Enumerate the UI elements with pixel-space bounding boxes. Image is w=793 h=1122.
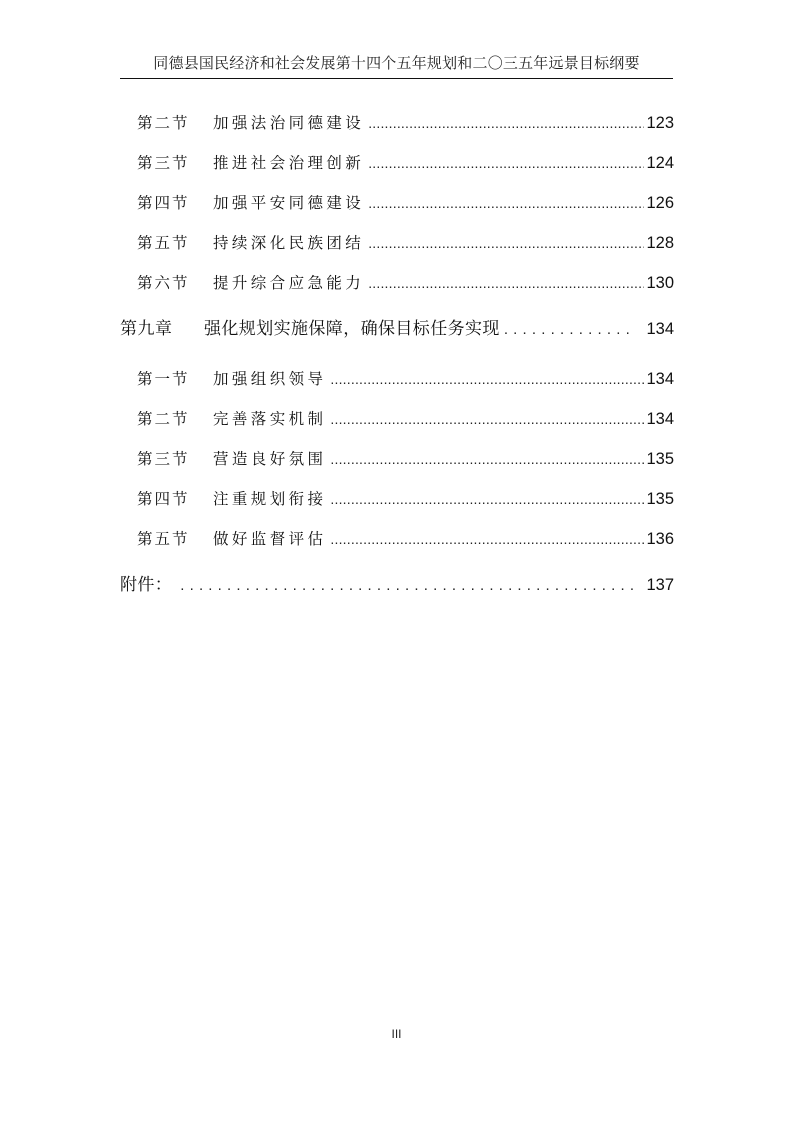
toc-page-number: 123 [646,114,674,132]
toc-page-number: 124 [646,154,674,172]
toc-page-number: 137 [646,576,674,594]
toc-section-number: 第三节 [137,450,190,468]
toc-chapter-number: 第九章 [120,319,173,339]
toc-dot-leader [330,527,644,551]
toc-entry-section[interactable] [137,487,674,511]
toc-dot-leader [330,487,644,511]
toc-section-number: 第二节 [137,410,190,428]
toc-dot-leader [368,151,644,175]
toc-dot-leader [504,318,637,342]
toc-section-title: 做好监督评估 [213,530,327,548]
toc-page-number: 128 [646,234,674,252]
toc-dot-leader [368,111,644,135]
toc-dot-leader [180,574,636,598]
toc-page-number: 135 [646,450,674,468]
toc-dot-leader [368,271,644,295]
toc-dot-leader [330,447,644,471]
toc-entry-section[interactable] [137,447,674,471]
toc-page-number: 136 [646,530,674,548]
toc-entry-section[interactable] [137,367,674,391]
toc-section-title: 推进社会治理创新 [213,154,365,172]
toc-page-number: 130 [646,274,674,292]
toc-section-title: 营造良好氛围 [213,450,327,468]
toc-section-title: 持续深化民族团结 [213,234,365,252]
toc-section-number: 第二节 [137,114,190,132]
toc-entry-section[interactable] [137,271,674,295]
toc-section-title: 加强法治同德建设 [213,114,365,132]
toc-section-title: 注重规划衔接 [213,490,327,508]
toc-dot-leader [330,407,644,431]
toc-entry-chapter-9[interactable] [120,317,674,341]
toc-dot-leader [330,367,644,391]
header-divider [120,78,673,79]
toc-entry-section[interactable] [137,407,674,431]
toc-page-number: 135 [646,490,674,508]
toc-section-number: 第五节 [137,234,190,252]
toc-page-number: 134 [646,320,674,338]
toc-entry-section[interactable] [137,527,674,551]
toc-section-title: 提升综合应急能力 [213,274,365,292]
toc-section-number: 第四节 [137,490,190,508]
toc-dot-leader [368,191,644,215]
running-header-title: 同德县国民经济和社会发展第十四个五年规划和二〇三五年远景目标纲要 [153,54,640,72]
toc-appendix-title: 附件： [120,575,173,595]
toc-section-title: 加强平安同德建设 [213,194,365,212]
toc-entry-section[interactable] [137,151,674,175]
toc-chapter-title: 强化规划实施保障，确保目标任务实现 [204,319,500,339]
toc-page-number: 126 [646,194,674,212]
toc-section-number: 第六节 [137,274,190,292]
toc-section-title: 完善落实机制 [213,410,327,428]
toc-page-number: 134 [646,370,674,388]
toc-section-title: 加强组织领导 [213,370,327,388]
toc-section-number: 第三节 [137,154,190,172]
toc-page-number: 134 [646,410,674,428]
toc-entry-appendix[interactable] [120,573,674,597]
toc-entry-section[interactable] [137,191,674,215]
footer-page-number: III [391,1027,402,1041]
toc-section-number: 第四节 [137,194,190,212]
toc-entry-section[interactable] [137,231,674,255]
toc-dot-leader [368,231,644,255]
toc-section-number: 第一节 [137,370,190,388]
toc-section-number: 第五节 [137,530,190,548]
toc-entry-section[interactable] [137,111,674,135]
